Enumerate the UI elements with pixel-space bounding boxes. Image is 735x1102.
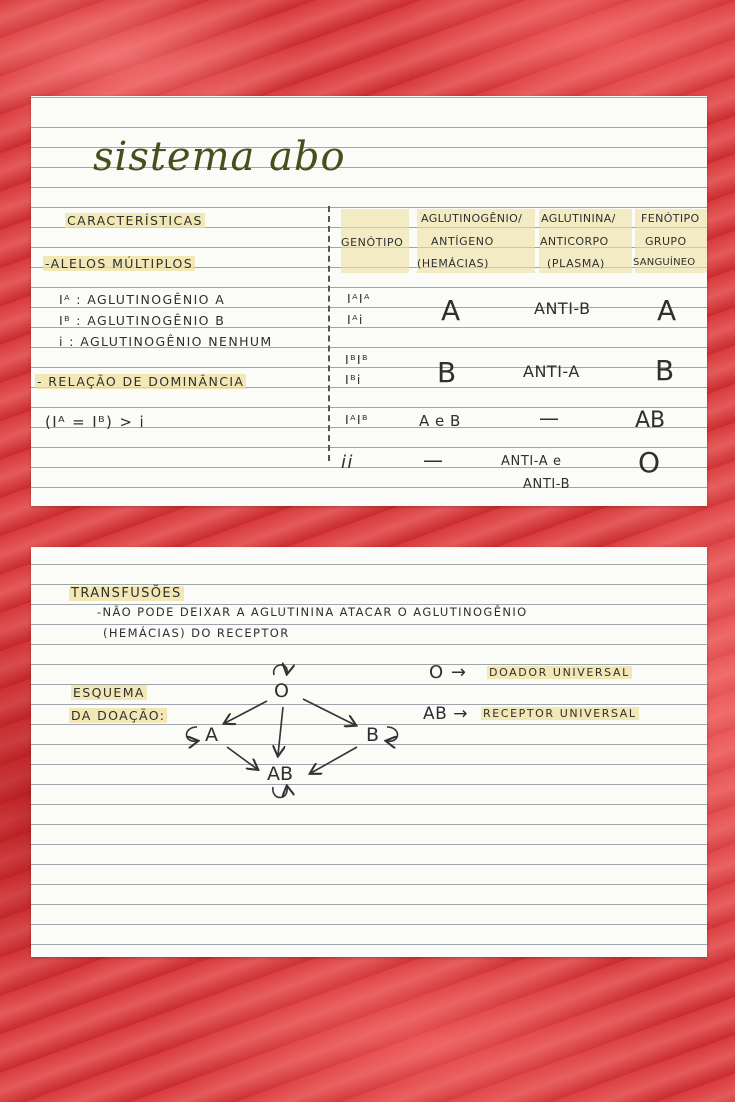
transfusion-card xyxy=(31,547,707,957)
row-o-phenotype: O xyxy=(638,446,661,479)
donor-label: DOADOR UNIVERSAL xyxy=(489,666,630,679)
loop-a xyxy=(187,727,198,741)
row-b-antigen: B xyxy=(437,356,457,389)
row-o-antibody-1: ANTI-A e xyxy=(501,454,562,469)
dominance-rule: (Iᴬ = Iᴮ) > i xyxy=(45,413,146,431)
loop-o xyxy=(274,665,287,675)
column-divider xyxy=(328,206,330,461)
header-antigen-3: (HEMÁCIAS) xyxy=(417,257,490,270)
allele-ib: Iᴮ : AGLUTINOGÊNIO B xyxy=(59,313,226,328)
header-phenotype-2: GRUPO xyxy=(645,235,687,248)
header-phenotype-3: SANGUÍNEO xyxy=(633,257,696,268)
row-ab-genotype: IᴬIᴮ xyxy=(345,412,369,427)
multiple-alleles-label: -ALELOS MÚLTIPLOS xyxy=(45,256,194,271)
header-antibody-3: (PLASMA) xyxy=(547,257,605,270)
dominance-label: - RELAÇÃO DE DOMINÂNCIA xyxy=(37,374,245,389)
header-genotype: GENÓTIPO xyxy=(341,236,404,249)
header-antigen-2: ANTÍGENO xyxy=(431,235,494,248)
transfusion-heading: TRANSFUSÕES xyxy=(71,586,182,601)
node-b: B xyxy=(366,724,380,746)
loop-ab xyxy=(273,787,287,798)
receptor-label: RECEPTOR UNIVERSAL xyxy=(483,707,637,720)
arrow-o-to-b xyxy=(303,699,355,725)
transfusion-rule-line2: (HEMÁCIAS) DO RECEPTOR xyxy=(103,626,290,640)
row-b-phenotype: B xyxy=(655,354,675,387)
row-a-phenotype: A xyxy=(657,294,677,327)
receptor-symbol: AB → xyxy=(423,704,468,724)
row-o-antibody-2: ANTI-B xyxy=(523,477,571,492)
schema-label-1: ESQUEMA xyxy=(73,685,145,700)
donor-symbol: O → xyxy=(429,662,467,683)
card-title: sistema abo xyxy=(93,134,346,180)
row-o-antigen: — xyxy=(423,448,443,472)
node-ab: AB xyxy=(267,763,294,785)
schema-label-2: DA DOAÇÃO: xyxy=(71,708,166,723)
row-ab-antigen: A e B xyxy=(419,412,461,430)
donation-diagram-arrows xyxy=(31,547,707,957)
arrow-o-to-a xyxy=(225,701,267,723)
row-a-antigen: A xyxy=(441,294,461,327)
allele-i: i : AGLUTINOGÊNIO NENHUM xyxy=(59,334,273,349)
header-phenotype-1: FENÓTIPO xyxy=(641,212,700,225)
header-antibody-2: ANTICORPO xyxy=(540,235,609,248)
row-a-genotype-2: Iᴬi xyxy=(347,312,364,327)
loop-b xyxy=(387,727,398,741)
row-b-genotype-2: Iᴮi xyxy=(345,372,362,387)
header-antibody-1: AGLUTININA/ xyxy=(541,212,616,225)
arrow-a-to-ab xyxy=(227,747,257,769)
abo-system-card xyxy=(31,96,707,506)
transfusion-rule-line1: -NÃO PODE DEIXAR A AGLUTININA ATACAR O AGLUTINOGÊNIO xyxy=(97,605,528,619)
arrow-o-to-ab xyxy=(278,707,283,755)
allele-ia: Iᴬ : AGLUTINOGÊNIO A xyxy=(59,292,226,307)
header-antigen-1: AGLUTINOGÊNIO/ xyxy=(421,212,523,225)
node-a: A xyxy=(205,724,218,746)
row-o-genotype: ii xyxy=(341,452,354,473)
row-a-genotype-1: IᴬIᴬ xyxy=(347,291,371,306)
row-b-antibody: ANTI-A xyxy=(523,362,580,381)
row-a-antibody: ANTI-B xyxy=(534,299,591,318)
row-ab-phenotype: AB xyxy=(635,408,666,433)
arrow-b-to-ab xyxy=(311,747,357,773)
row-b-genotype-1: IᴮIᴮ xyxy=(345,352,369,367)
node-o: O xyxy=(274,680,289,702)
characteristics-heading: CARACTERÍSTICAS xyxy=(67,213,203,228)
row-ab-antibody: — xyxy=(539,406,559,430)
